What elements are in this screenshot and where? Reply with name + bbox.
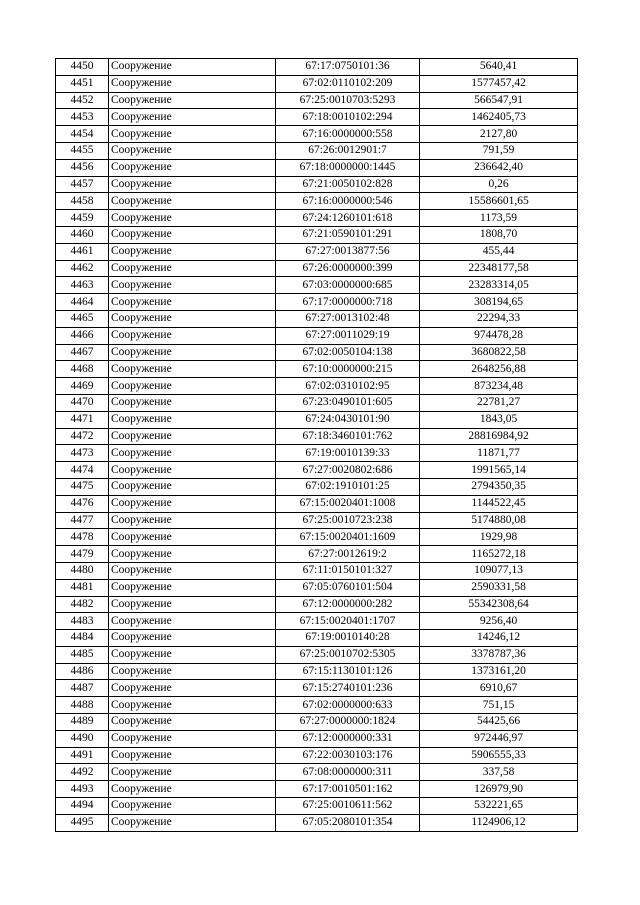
cadastral-number-cell: 67:19:0010139:33 xyxy=(276,445,420,462)
cadastral-number-cell: 67:27:0020802:686 xyxy=(276,462,420,479)
cadastral-number-cell: 67:05:0760101:504 xyxy=(276,579,420,596)
object-type-cell: Сооружение xyxy=(109,730,276,747)
table-row xyxy=(56,75,578,92)
object-type-cell: Сооружение xyxy=(109,159,276,176)
cadastral-value-cell: 1173,59 xyxy=(420,210,578,227)
object-type-cell: Сооружение xyxy=(109,697,276,714)
cadastral-value-cell: 974478,28 xyxy=(420,327,578,344)
table-row xyxy=(56,714,578,731)
cadastral-number-cell: 67:26:0000000:399 xyxy=(276,260,420,277)
row-number-cell: 4453 xyxy=(56,109,109,126)
cadastral-value-cell: 1124906,12 xyxy=(420,814,578,831)
cadastral-value-cell: 2794350,35 xyxy=(420,478,578,495)
row-number-cell: 4457 xyxy=(56,176,109,193)
table-row xyxy=(56,210,578,227)
table-row xyxy=(56,562,578,579)
cadastral-number-cell: 67:18:0000000:1445 xyxy=(276,159,420,176)
cadastral-value-cell: 9256,40 xyxy=(420,613,578,630)
object-type-cell: Сооружение xyxy=(109,176,276,193)
object-type-cell: Сооружение xyxy=(109,680,276,697)
row-number-cell: 4493 xyxy=(56,781,109,798)
object-type-cell: Сооружение xyxy=(109,243,276,260)
cadastral-number-cell: 67:27:0011029:19 xyxy=(276,327,420,344)
cadastral-number-cell: 67:02:0110102:209 xyxy=(276,75,420,92)
table-row xyxy=(56,546,578,563)
object-type-cell: Сооружение xyxy=(109,613,276,630)
object-type-cell: Сооружение xyxy=(109,361,276,378)
object-type-cell: Сооружение xyxy=(109,260,276,277)
table-row xyxy=(56,579,578,596)
row-number-cell: 4482 xyxy=(56,596,109,613)
table-row xyxy=(56,512,578,529)
object-type-cell: Сооружение xyxy=(109,579,276,596)
row-number-cell: 4451 xyxy=(56,75,109,92)
table-row xyxy=(56,92,578,109)
cadastral-number-cell: 67:27:0013877:56 xyxy=(276,243,420,260)
cadastral-number-cell: 67:27:0013102:48 xyxy=(276,310,420,327)
cadastral-number-cell: 67:02:0050104:138 xyxy=(276,344,420,361)
row-number-cell: 4466 xyxy=(56,327,109,344)
cadastral-value-cell: 873234,48 xyxy=(420,378,578,395)
cadastral-value-cell: 23283314,05 xyxy=(420,277,578,294)
object-type-cell: Сооружение xyxy=(109,814,276,831)
object-type-cell: Сооружение xyxy=(109,798,276,815)
cadastral-number-cell: 67:11:0150101:327 xyxy=(276,562,420,579)
cadastral-number-cell: 67:10:0000000:215 xyxy=(276,361,420,378)
row-number-cell: 4471 xyxy=(56,411,109,428)
cadastral-value-cell: 15586601,65 xyxy=(420,193,578,210)
object-type-cell: Сооружение xyxy=(109,344,276,361)
object-type-cell: Сооружение xyxy=(109,109,276,126)
row-number-cell: 4489 xyxy=(56,714,109,731)
table-row xyxy=(56,462,578,479)
object-type-cell: Сооружение xyxy=(109,529,276,546)
cadastral-value-cell: 2590331,58 xyxy=(420,579,578,596)
cadastral-number-cell: 67:16:0000000:558 xyxy=(276,126,420,143)
table-row xyxy=(56,663,578,680)
cadastral-value-cell: 2648256,88 xyxy=(420,361,578,378)
table-row xyxy=(56,747,578,764)
row-number-cell: 4488 xyxy=(56,697,109,714)
cadastral-number-cell: 67:23:0490101:605 xyxy=(276,394,420,411)
cadastral-value-cell: 5640,41 xyxy=(420,59,578,76)
cadastral-value-cell: 532221,65 xyxy=(420,798,578,815)
table-row xyxy=(56,613,578,630)
row-number-cell: 4454 xyxy=(56,126,109,143)
cadastral-value-cell: 5174880,08 xyxy=(420,512,578,529)
table-row xyxy=(56,327,578,344)
object-type-cell: Сооружение xyxy=(109,462,276,479)
row-number-cell: 4458 xyxy=(56,193,109,210)
object-type-cell: Сооружение xyxy=(109,512,276,529)
table-row xyxy=(56,529,578,546)
cadastral-number-cell: 67:17:0000000:718 xyxy=(276,294,420,311)
object-type-cell: Сооружение xyxy=(109,596,276,613)
table-row xyxy=(56,378,578,395)
cadastral-value-cell: 1373161,20 xyxy=(420,663,578,680)
object-type-cell: Сооружение xyxy=(109,126,276,143)
row-number-cell: 4452 xyxy=(56,92,109,109)
object-type-cell: Сооружение xyxy=(109,630,276,647)
cadastral-value-cell: 1462405,73 xyxy=(420,109,578,126)
cadastral-number-cell: 67:27:0012619:2 xyxy=(276,546,420,563)
object-type-cell: Сооружение xyxy=(109,764,276,781)
table-row xyxy=(56,243,578,260)
cadastral-number-cell: 67:16:0000000:546 xyxy=(276,193,420,210)
row-number-cell: 4477 xyxy=(56,512,109,529)
row-number-cell: 4455 xyxy=(56,142,109,159)
table-row xyxy=(56,176,578,193)
row-number-cell: 4485 xyxy=(56,646,109,663)
cadastral-value-cell: 6910,67 xyxy=(420,680,578,697)
cadastral-value-cell: 3680822,58 xyxy=(420,344,578,361)
cadastral-value-cell: 2127,80 xyxy=(420,126,578,143)
table-row xyxy=(56,781,578,798)
cadastral-value-cell: 22781,27 xyxy=(420,394,578,411)
object-type-cell: Сооружение xyxy=(109,747,276,764)
object-type-cell: Сооружение xyxy=(109,142,276,159)
cadastral-number-cell: 67:24:0430101:90 xyxy=(276,411,420,428)
table-row xyxy=(56,226,578,243)
row-number-cell: 4463 xyxy=(56,277,109,294)
object-type-cell: Сооружение xyxy=(109,562,276,579)
object-type-cell: Сооружение xyxy=(109,92,276,109)
table-row xyxy=(56,193,578,210)
table-row xyxy=(56,630,578,647)
object-type-cell: Сооружение xyxy=(109,445,276,462)
row-number-cell: 4474 xyxy=(56,462,109,479)
row-number-cell: 4476 xyxy=(56,495,109,512)
row-number-cell: 4494 xyxy=(56,798,109,815)
table-row xyxy=(56,344,578,361)
cadastral-value-cell: 54425,66 xyxy=(420,714,578,731)
table-row xyxy=(56,109,578,126)
row-number-cell: 4481 xyxy=(56,579,109,596)
cadastral-value-cell: 5906555,33 xyxy=(420,747,578,764)
row-number-cell: 4460 xyxy=(56,226,109,243)
cadastral-number-cell: 67:15:0020401:1609 xyxy=(276,529,420,546)
table-row xyxy=(56,361,578,378)
cadastral-number-cell: 67:27:0000000:1824 xyxy=(276,714,420,731)
row-number-cell: 4478 xyxy=(56,529,109,546)
table-row xyxy=(56,814,578,831)
cadastral-value-cell: 1843,05 xyxy=(420,411,578,428)
table-row xyxy=(56,159,578,176)
cadastral-number-cell: 67:12:0000000:331 xyxy=(276,730,420,747)
cadastral-number-cell: 67:21:0050102:828 xyxy=(276,176,420,193)
cadastral-number-cell: 67:24:1260101:618 xyxy=(276,210,420,227)
cadastral-value-cell: 791,59 xyxy=(420,142,578,159)
row-number-cell: 4495 xyxy=(56,814,109,831)
cadastral-value-cell: 109077,13 xyxy=(420,562,578,579)
table-row xyxy=(56,277,578,294)
row-number-cell: 4462 xyxy=(56,260,109,277)
table-row xyxy=(56,764,578,781)
cadastral-number-cell: 67:15:2740101:236 xyxy=(276,680,420,697)
cadastral-number-cell: 67:26:0012901:7 xyxy=(276,142,420,159)
cadastral-number-cell: 67:15:0020401:1008 xyxy=(276,495,420,512)
cadastral-value-cell: 1144522,45 xyxy=(420,495,578,512)
row-number-cell: 4484 xyxy=(56,630,109,647)
cadastral-value-cell: 3378787,36 xyxy=(420,646,578,663)
table-row xyxy=(56,495,578,512)
row-number-cell: 4491 xyxy=(56,747,109,764)
cadastral-value-cell: 22348177,58 xyxy=(420,260,578,277)
cadastral-number-cell: 67:25:0010723:238 xyxy=(276,512,420,529)
object-type-cell: Сооружение xyxy=(109,663,276,680)
cadastral-value-cell: 455,44 xyxy=(420,243,578,260)
cadastral-number-cell: 67:02:1910101:25 xyxy=(276,478,420,495)
object-type-cell: Сооружение xyxy=(109,327,276,344)
table-row xyxy=(56,428,578,445)
cadastral-number-cell: 67:17:0010501:162 xyxy=(276,781,420,798)
row-number-cell: 4470 xyxy=(56,394,109,411)
table-row xyxy=(56,680,578,697)
object-type-cell: Сооружение xyxy=(109,411,276,428)
table-row xyxy=(56,697,578,714)
row-number-cell: 4456 xyxy=(56,159,109,176)
object-type-cell: Сооружение xyxy=(109,378,276,395)
table-row xyxy=(56,142,578,159)
object-type-cell: Сооружение xyxy=(109,277,276,294)
cadastral-number-cell: 67:22:0030103:176 xyxy=(276,747,420,764)
cadastral-value-cell: 22294,33 xyxy=(420,310,578,327)
table-row xyxy=(56,730,578,747)
table-row xyxy=(56,394,578,411)
object-type-cell: Сооружение xyxy=(109,546,276,563)
cadastral-value-cell: 1165272,18 xyxy=(420,546,578,563)
cadastral-number-cell: 67:21:0590101:291 xyxy=(276,226,420,243)
cadastral-number-cell: 67:08:0000000:311 xyxy=(276,764,420,781)
row-number-cell: 4490 xyxy=(56,730,109,747)
object-type-cell: Сооружение xyxy=(109,394,276,411)
cadastral-number-cell: 67:17:0750101:36 xyxy=(276,59,420,76)
cadastral-value-cell: 1991565,14 xyxy=(420,462,578,479)
object-type-cell: Сооружение xyxy=(109,495,276,512)
table-row xyxy=(56,798,578,815)
cadastral-value-cell: 28816984,92 xyxy=(420,428,578,445)
table-row xyxy=(56,310,578,327)
row-number-cell: 4464 xyxy=(56,294,109,311)
table-row xyxy=(56,646,578,663)
object-type-cell: Сооружение xyxy=(109,193,276,210)
object-type-cell: Сооружение xyxy=(109,226,276,243)
table-row xyxy=(56,445,578,462)
row-number-cell: 4461 xyxy=(56,243,109,260)
cadastral-number-cell: 67:05:2080101:354 xyxy=(276,814,420,831)
object-type-cell: Сооружение xyxy=(109,310,276,327)
cadastral-value-cell: 337,58 xyxy=(420,764,578,781)
table-row xyxy=(56,411,578,428)
table-row xyxy=(56,59,578,76)
row-number-cell: 4465 xyxy=(56,310,109,327)
row-number-cell: 4486 xyxy=(56,663,109,680)
object-type-cell: Сооружение xyxy=(109,428,276,445)
table-row xyxy=(56,478,578,495)
cadastral-value-cell: 1577457,42 xyxy=(420,75,578,92)
cadastral-number-cell: 67:25:0010611:562 xyxy=(276,798,420,815)
table-row xyxy=(56,294,578,311)
table-row xyxy=(56,126,578,143)
object-type-cell: Сооружение xyxy=(109,478,276,495)
cadastral-number-cell: 67:03:0000000:685 xyxy=(276,277,420,294)
cadastral-value-cell: 1929,98 xyxy=(420,529,578,546)
cadastral-value-cell: 11871,77 xyxy=(420,445,578,462)
row-number-cell: 4473 xyxy=(56,445,109,462)
table-row xyxy=(56,260,578,277)
row-number-cell: 4450 xyxy=(56,59,109,76)
registry-table-body xyxy=(56,59,578,832)
object-type-cell: Сооружение xyxy=(109,210,276,227)
cadastral-number-cell: 67:18:0010102:294 xyxy=(276,109,420,126)
row-number-cell: 4459 xyxy=(56,210,109,227)
cadastral-value-cell: 0,26 xyxy=(420,176,578,193)
row-number-cell: 4480 xyxy=(56,562,109,579)
row-number-cell: 4468 xyxy=(56,361,109,378)
cadastral-value-cell: 1808,70 xyxy=(420,226,578,243)
row-number-cell: 4483 xyxy=(56,613,109,630)
object-type-cell: Сооружение xyxy=(109,781,276,798)
row-number-cell: 4467 xyxy=(56,344,109,361)
cadastral-number-cell: 67:02:0000000:633 xyxy=(276,697,420,714)
cadastral-value-cell: 566547,91 xyxy=(420,92,578,109)
cadastral-number-cell: 67:19:0010140:28 xyxy=(276,630,420,647)
cadastral-number-cell: 67:15:1130101:126 xyxy=(276,663,420,680)
cadastral-number-cell: 67:18:3460101:762 xyxy=(276,428,420,445)
object-type-cell: Сооружение xyxy=(109,646,276,663)
row-number-cell: 4479 xyxy=(56,546,109,563)
cadastral-value-cell: 308194,65 xyxy=(420,294,578,311)
row-number-cell: 4487 xyxy=(56,680,109,697)
row-number-cell: 4492 xyxy=(56,764,109,781)
table-row xyxy=(56,596,578,613)
cadastral-number-cell: 67:02:0310102:95 xyxy=(276,378,420,395)
object-type-cell: Сооружение xyxy=(109,294,276,311)
cadastral-number-cell: 67:25:0010702:5305 xyxy=(276,646,420,663)
cadastral-number-cell: 67:15:0020401:1707 xyxy=(276,613,420,630)
cadastral-value-cell: 126979,90 xyxy=(420,781,578,798)
object-type-cell: Сооружение xyxy=(109,714,276,731)
cadastral-value-cell: 972446,97 xyxy=(420,730,578,747)
property-registry-table xyxy=(55,58,578,832)
cadastral-number-cell: 67:25:0010703:5293 xyxy=(276,92,420,109)
cadastral-value-cell: 751,15 xyxy=(420,697,578,714)
cadastral-value-cell: 55342308,64 xyxy=(420,596,578,613)
object-type-cell: Сооружение xyxy=(109,75,276,92)
row-number-cell: 4475 xyxy=(56,478,109,495)
cadastral-number-cell: 67:12:0000000:282 xyxy=(276,596,420,613)
object-type-cell: Сооружение xyxy=(109,59,276,76)
cadastral-value-cell: 236642,40 xyxy=(420,159,578,176)
row-number-cell: 4469 xyxy=(56,378,109,395)
cadastral-value-cell: 14246,12 xyxy=(420,630,578,647)
row-number-cell: 4472 xyxy=(56,428,109,445)
